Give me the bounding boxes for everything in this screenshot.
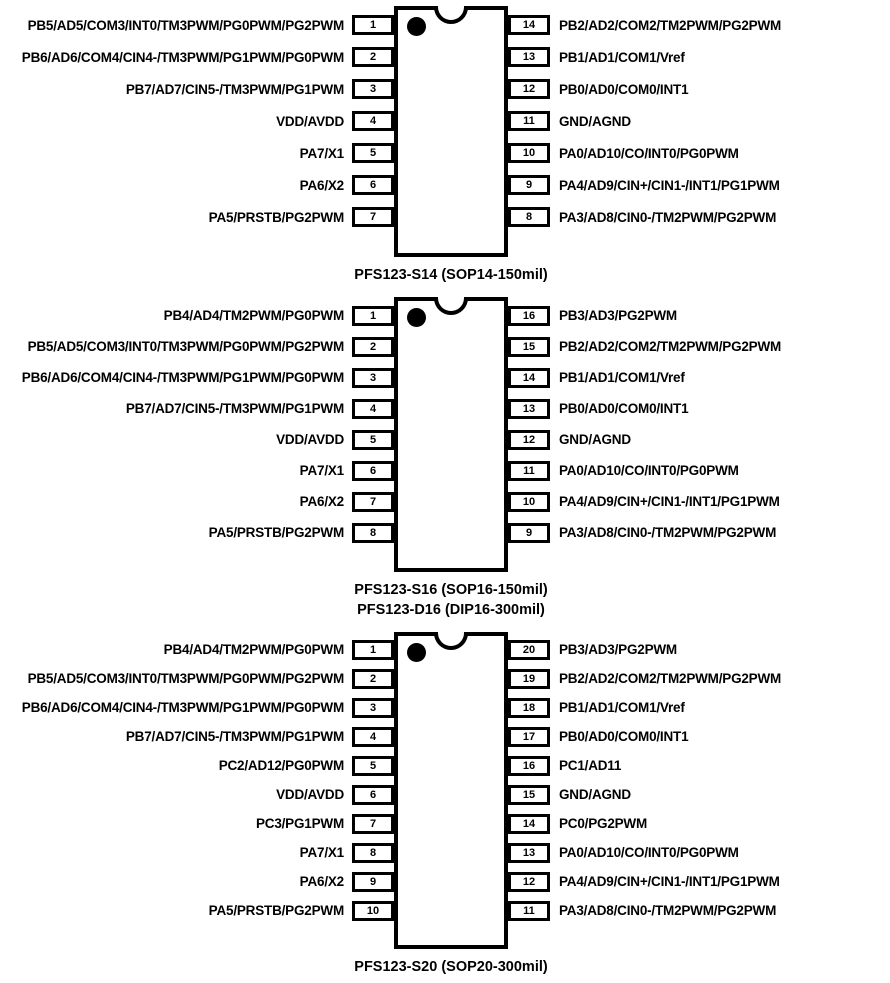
pin-row <box>0 169 352 201</box>
orientation-notch-icon <box>434 6 468 24</box>
pin-label-left: VDD/AVDD <box>276 787 344 802</box>
pin-row <box>352 424 394 455</box>
pin-label-left: VDD/AVDD <box>276 113 344 129</box>
pin-row <box>352 41 394 73</box>
pin-number-box-left: 9 <box>352 872 394 892</box>
pin-row <box>0 809 352 838</box>
pin-row <box>352 693 394 722</box>
pin-row <box>352 393 394 424</box>
pin-row <box>0 455 352 486</box>
pin-row <box>508 73 550 105</box>
pin-row <box>352 73 394 105</box>
left-pin-labels <box>0 632 352 925</box>
pin-row <box>352 331 394 362</box>
pin-row <box>508 486 550 517</box>
pin-label-right: PC1/AD11 <box>559 758 622 773</box>
pin1-dot-icon <box>407 308 426 327</box>
pin-number-box-left: 5 <box>352 756 394 776</box>
pin-label-right: PB2/AD2/COM2/TM2PWM/PG2PWM <box>559 17 782 33</box>
package-captions <box>251 580 651 620</box>
pin-row <box>508 838 550 867</box>
right-pin-numbers <box>508 297 550 548</box>
pin-label-left: PB7/AD7/CIN5-/TM3PWM/PG1PWM <box>125 401 344 416</box>
pin-row <box>550 41 890 73</box>
pin-number-box-left: 7 <box>352 492 394 512</box>
pin-row <box>508 722 550 751</box>
pin-row <box>508 393 550 424</box>
pin-label-right: PB1/AD1/COM1/Vref <box>559 49 685 65</box>
pin-label-left: VDD/AVDD <box>276 432 344 447</box>
pin-row <box>508 455 550 486</box>
pin-row <box>352 300 394 331</box>
pin-row <box>550 635 890 664</box>
pin-number-box-right: 8 <box>508 207 550 227</box>
pin-number-box-right: 14 <box>508 814 550 834</box>
orientation-notch-icon <box>434 632 468 650</box>
pin-number-box-left: 7 <box>352 814 394 834</box>
pin-row <box>508 41 550 73</box>
pin-row <box>508 809 550 838</box>
pin-row <box>0 362 352 393</box>
pin-row <box>0 300 352 331</box>
pin-number-box-right: 11 <box>508 901 550 921</box>
pin-number-box-right: 13 <box>508 843 550 863</box>
chip-diagram <box>0 6 890 285</box>
pin-label-left: PC2/AD12/PG0PWM <box>218 758 344 773</box>
pin-row <box>352 105 394 137</box>
pin-row <box>508 169 550 201</box>
left-pin-labels <box>0 297 352 548</box>
pin-row <box>550 867 890 896</box>
pin-label-right: PA3/AD8/CIN0-/TM2PWM/PG2PWM <box>559 903 777 918</box>
pin-row <box>550 751 890 780</box>
pin-row <box>0 517 352 548</box>
pin-label-right: PA4/AD9/CIN+/CIN1-/INT1/PG1PWM <box>559 874 780 889</box>
pin-number-box-left: 8 <box>352 523 394 543</box>
pin-row <box>550 486 890 517</box>
pin-row <box>508 693 550 722</box>
pin-number-box-left: 4 <box>352 727 394 747</box>
pin-label-right: PA3/AD8/CIN0-/TM2PWM/PG2PWM <box>559 209 777 225</box>
pin-label-left: PA5/PRSTB/PG2PWM <box>208 525 344 540</box>
pin-number-box-right: 15 <box>508 785 550 805</box>
pin-row <box>0 693 352 722</box>
pin-number-box-right: 14 <box>508 368 550 388</box>
pin-number-box-right: 10 <box>508 492 550 512</box>
pin-label-left: PB4/AD4/TM2PWM/PG0PWM <box>163 642 344 657</box>
pin-row <box>550 105 890 137</box>
right-pin-labels <box>550 6 890 233</box>
pin-label-left: PA6/X2 <box>299 874 344 889</box>
chip-body <box>394 6 508 257</box>
pin-row <box>550 362 890 393</box>
chip-diagram <box>0 632 890 977</box>
pin-row <box>550 300 890 331</box>
pin-label-left: PA7/X1 <box>299 845 344 860</box>
pin-number-box-left: 4 <box>352 111 394 131</box>
pin-number-box-right: 13 <box>508 47 550 67</box>
pin-number-box-right: 16 <box>508 756 550 776</box>
pin-label-left: PC3/PG1PWM <box>255 816 344 831</box>
pin-row <box>508 780 550 809</box>
pin-label-left: PB5/AD5/COM3/INT0/TM3PWM/PG0PWM/PG2PWM <box>27 671 344 686</box>
pin-row <box>508 867 550 896</box>
pin-number-box-left: 10 <box>352 901 394 921</box>
pin-row <box>0 780 352 809</box>
pin-row <box>550 73 890 105</box>
pin-row <box>0 424 352 455</box>
pin-label-right: PB0/AD0/COM0/INT1 <box>559 81 689 97</box>
pin-label-right: PB3/AD3/PG2PWM <box>559 308 677 323</box>
pin-number-box-right: 12 <box>508 79 550 99</box>
pin-number-box-right: 18 <box>508 698 550 718</box>
pin-row <box>508 751 550 780</box>
left-pin-labels <box>0 6 352 233</box>
pin-row <box>352 362 394 393</box>
pin-row <box>550 169 890 201</box>
pin-label-right: PA0/AD10/CO/INT0/PG0PWM <box>559 845 739 860</box>
pin-row <box>550 693 890 722</box>
pin-row <box>0 838 352 867</box>
pin-row <box>550 664 890 693</box>
pin-row <box>352 780 394 809</box>
pin-row <box>352 201 394 233</box>
pin-row <box>508 424 550 455</box>
chip-assembly <box>0 6 890 257</box>
pin-label-left: PA7/X1 <box>299 463 344 478</box>
pin-number-box-left: 1 <box>352 15 394 35</box>
pin-number-box-left: 8 <box>352 843 394 863</box>
pin-row <box>550 809 890 838</box>
pin-number-box-left: 6 <box>352 785 394 805</box>
pin-number-box-left: 3 <box>352 368 394 388</box>
pin-label-right: PB0/AD0/COM0/INT1 <box>559 401 689 416</box>
pin-label-left: PB7/AD7/CIN5-/TM3PWM/PG1PWM <box>125 729 344 744</box>
pin-number-box-right: 9 <box>508 175 550 195</box>
pin-row <box>0 896 352 925</box>
pin-number-box-right: 10 <box>508 143 550 163</box>
pin-number-box-right: 9 <box>508 523 550 543</box>
pin-label-left: PA5/PRSTB/PG2PWM <box>208 209 344 225</box>
orientation-notch-icon <box>434 297 468 315</box>
pin-number-box-right: 11 <box>508 111 550 131</box>
pin1-dot-icon <box>407 17 426 36</box>
pin-row <box>550 838 890 867</box>
pin-label-left: PB7/AD7/CIN5-/TM3PWM/PG1PWM <box>125 81 344 97</box>
pin-number-box-left: 4 <box>352 399 394 419</box>
pin-number-box-left: 5 <box>352 143 394 163</box>
pin-number-box-left: 3 <box>352 79 394 99</box>
pin-row <box>352 867 394 896</box>
pin-row <box>550 424 890 455</box>
right-pin-labels <box>550 297 890 548</box>
pin-row <box>508 896 550 925</box>
left-pin-numbers <box>352 632 394 925</box>
pin-label-left: PA7/X1 <box>299 145 344 161</box>
pin-row <box>508 201 550 233</box>
package-captions <box>251 957 651 977</box>
pin-row <box>352 455 394 486</box>
pin-number-box-left: 1 <box>352 640 394 660</box>
pin-number-box-left: 2 <box>352 47 394 67</box>
pin-label-right: PA4/AD9/CIN+/CIN1-/INT1/PG1PWM <box>559 494 780 509</box>
pin-row <box>0 486 352 517</box>
pin-row <box>550 896 890 925</box>
pin-row <box>508 635 550 664</box>
pin-row <box>352 722 394 751</box>
pin-label-right: PB3/AD3/PG2PWM <box>559 642 677 657</box>
pin-row <box>352 896 394 925</box>
pin-row <box>0 751 352 780</box>
pin-row <box>508 331 550 362</box>
pin-row <box>550 455 890 486</box>
pin-number-box-right: 15 <box>508 337 550 357</box>
package-caption: PFS123-D16 (DIP16-300mil) <box>357 602 545 618</box>
pin-label-left: PB5/AD5/COM3/INT0/TM3PWM/PG0PWM/PG2PWM <box>27 17 344 33</box>
pin-row <box>508 300 550 331</box>
pin-number-box-left: 7 <box>352 207 394 227</box>
pin-row <box>550 137 890 169</box>
pin-row <box>550 780 890 809</box>
pin-number-box-left: 3 <box>352 698 394 718</box>
package-captions <box>251 265 651 285</box>
pin-number-box-right: 12 <box>508 430 550 450</box>
pin-number-box-right: 19 <box>508 669 550 689</box>
pin-label-right: PB1/AD1/COM1/Vref <box>559 700 685 715</box>
pin-row <box>352 9 394 41</box>
pin-row <box>508 362 550 393</box>
pin-row <box>550 9 890 41</box>
pin-label-right: PB0/AD0/COM0/INT1 <box>559 729 689 744</box>
pin-label-left: PB6/AD6/COM4/CIN4-/TM3PWM/PG1PWM/PG0PWM <box>21 700 344 715</box>
pin-row <box>508 517 550 548</box>
pin-row <box>550 722 890 751</box>
chip-assembly <box>0 632 890 949</box>
right-pin-numbers <box>508 6 550 233</box>
pin-number-box-right: 12 <box>508 872 550 892</box>
package-caption: PFS123-S14 (SOP14-150mil) <box>354 267 548 283</box>
pin-row <box>0 41 352 73</box>
pin-number-box-left: 2 <box>352 669 394 689</box>
pin-label-right: GND/AGND <box>559 787 631 802</box>
pin-row <box>508 137 550 169</box>
pin-number-box-left: 6 <box>352 175 394 195</box>
pin-label-left: PA5/PRSTB/PG2PWM <box>208 903 344 918</box>
pin-number-box-right: 14 <box>508 15 550 35</box>
pin-number-box-right: 20 <box>508 640 550 660</box>
pin-number-box-right: 17 <box>508 727 550 747</box>
pin-row <box>0 73 352 105</box>
package-caption: PFS123-S16 (SOP16-150mil) <box>354 582 548 598</box>
pin-label-right: GND/AGND <box>559 432 631 447</box>
pin-number-box-right: 16 <box>508 306 550 326</box>
right-pin-numbers <box>508 632 550 925</box>
pin-row <box>508 664 550 693</box>
pin-row <box>352 751 394 780</box>
pin1-dot-icon <box>407 643 426 662</box>
pin-label-right: PB2/AD2/COM2/TM2PWM/PG2PWM <box>559 671 782 686</box>
pin-row <box>0 635 352 664</box>
pin-label-left: PB6/AD6/COM4/CIN4-/TM3PWM/PG1PWM/PG0PWM <box>21 49 344 65</box>
pin-row <box>352 137 394 169</box>
pin-row <box>0 201 352 233</box>
chip-body <box>394 632 508 949</box>
pin-number-box-left: 6 <box>352 461 394 481</box>
pin-row <box>0 105 352 137</box>
pin-row <box>0 664 352 693</box>
pin-label-left: PA6/X2 <box>299 494 344 509</box>
pin-label-right: PA0/AD10/CO/INT0/PG0PWM <box>559 145 739 161</box>
pin-label-left: PB6/AD6/COM4/CIN4-/TM3PWM/PG1PWM/PG0PWM <box>21 370 344 385</box>
package-caption: PFS123-S20 (SOP20-300mil) <box>354 959 548 975</box>
pin-row <box>550 517 890 548</box>
pin-row <box>508 9 550 41</box>
pin-label-right: PA0/AD10/CO/INT0/PG0PWM <box>559 463 739 478</box>
left-pin-numbers <box>352 297 394 548</box>
pin-row <box>352 635 394 664</box>
pin-row <box>0 331 352 362</box>
pin-row <box>0 393 352 424</box>
pin-row <box>352 838 394 867</box>
pin-number-box-left: 5 <box>352 430 394 450</box>
pin-number-box-right: 11 <box>508 461 550 481</box>
pin-label-left: PA6/X2 <box>299 177 344 193</box>
left-pin-numbers <box>352 6 394 233</box>
pin-label-right: GND/AGND <box>559 113 631 129</box>
pin-row <box>0 722 352 751</box>
pin-row <box>352 517 394 548</box>
pin-label-right: PA3/AD8/CIN0-/TM2PWM/PG2PWM <box>559 525 777 540</box>
pin-row <box>0 9 352 41</box>
pin-row <box>352 664 394 693</box>
pin-row <box>352 169 394 201</box>
pin-label-right: PA4/AD9/CIN+/CIN1-/INT1/PG1PWM <box>559 177 780 193</box>
pin-row <box>0 867 352 896</box>
pin-row <box>352 486 394 517</box>
chip-body <box>394 297 508 572</box>
chip-diagram <box>0 297 890 620</box>
pin-number-box-left: 1 <box>352 306 394 326</box>
pin-label-left: PB5/AD5/COM3/INT0/TM3PWM/PG0PWM/PG2PWM <box>27 339 344 354</box>
pin-label-right: PB2/AD2/COM2/TM2PWM/PG2PWM <box>559 339 782 354</box>
pin-number-box-right: 13 <box>508 399 550 419</box>
pin-row <box>550 393 890 424</box>
pin-row <box>352 809 394 838</box>
pin-label-left: PB4/AD4/TM2PWM/PG0PWM <box>163 308 344 323</box>
pin-row <box>550 201 890 233</box>
pin-row <box>0 137 352 169</box>
pin-label-right: PC0/PG2PWM <box>559 816 648 831</box>
pin-number-box-left: 2 <box>352 337 394 357</box>
right-pin-labels <box>550 632 890 925</box>
pin-label-right: PB1/AD1/COM1/Vref <box>559 370 685 385</box>
pin-row <box>508 105 550 137</box>
pin-row <box>550 331 890 362</box>
chip-assembly <box>0 297 890 572</box>
